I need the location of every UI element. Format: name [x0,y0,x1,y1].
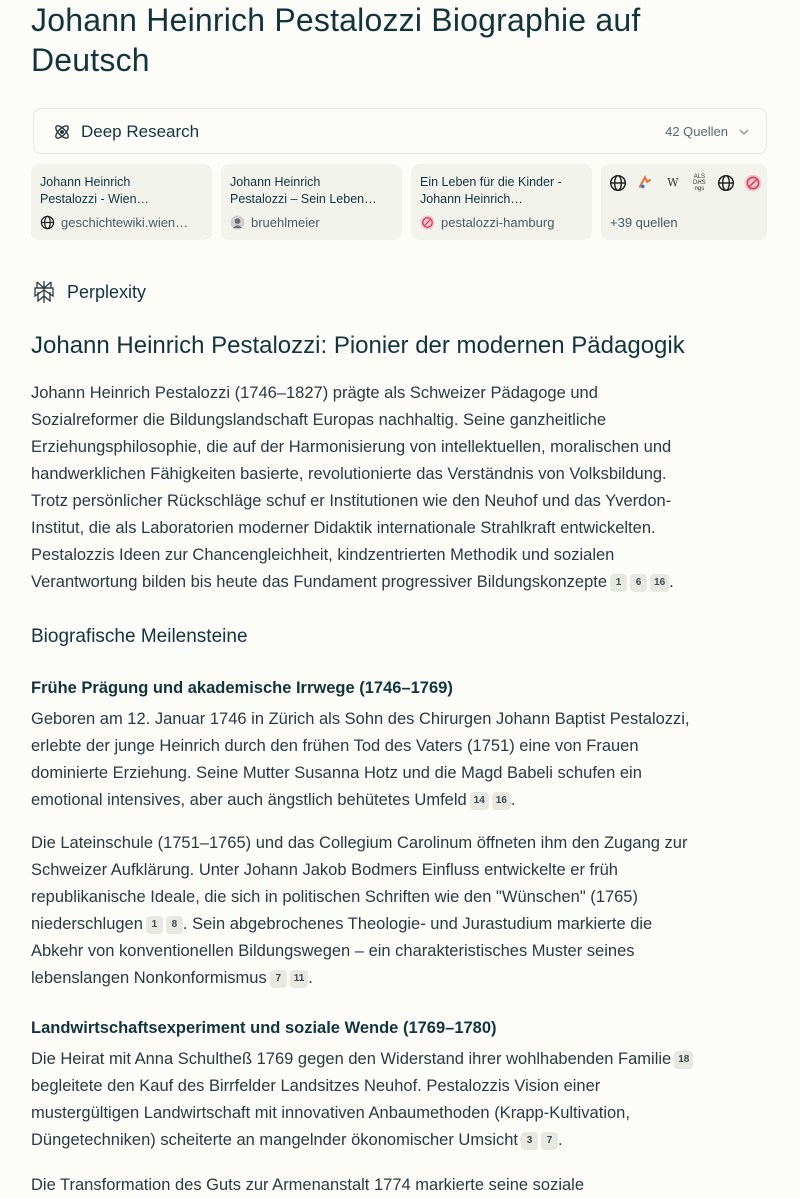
text-line-content: Düngetechniken) scheiterte an mangelnder ökonomischer Umsicht [31,1131,518,1149]
citation-badge[interactable]: 16 [650,574,669,592]
source-title-line-2: Johann Heinrich… [420,192,523,206]
source-title [230,174,395,208]
pestalozzi-hamburg-icon [420,215,435,230]
text-line: Trotz persönlicher Rückschläge schuf er Institutionen wie den Neuhof und das Yverdon- [31,492,672,510]
source-title-line-1: Johann Heinrich [40,175,131,189]
text-line-content: niederschlugen [31,915,143,933]
text-line: Schweizer Aufklärung. Unter Johann Jakob Bodmers Einfluss entwickelte er früh [31,861,618,879]
text-line [31,1127,771,1154]
text-line: Johann Heinrich Pestalozzi (1746–1827) prägte als Schweizer Pädagoge und [31,384,598,402]
source-card-1[interactable] [31,164,212,240]
citation-badge[interactable]: 7 [541,1132,558,1150]
text-line: Die Lateinschule (1751–1765) und das Collegium Carolinum öffneten ihm den Zugang zur [31,834,688,852]
text-line: Sozialreformer die Bildungslandschaft Europas nachhaltig. Seine ganzheitliche [31,411,607,429]
source-title-line-1: Ein Leben für die Kinder - [420,175,562,189]
source-site-name: pestalozzi-hamburg [441,215,555,230]
punctuation: . [510,791,516,809]
text-line: Erziehungsphilosophie, die auf der Harmonisierung von intellektuellen, moralischen und [31,438,672,456]
subsection-heading-2: Landwirtschaftsexperiment und soziale Wende (1769–1780) [31,1019,497,1037]
section-heading: Biografische Meilensteine [31,626,248,647]
atom-icon [52,122,72,142]
perplexity-logo-icon [33,280,55,304]
chevron-down-icon[interactable] [738,126,750,138]
text-line: Geboren am 12. Januar 1746 in Zürich als Sohn des Chirurgen Johann Baptist Pestalozzi, [31,710,690,728]
answer-source-label: Perplexity [67,282,147,302]
text-line: handwerklichen Fähigkeiten basierte, revolutionierte das Verständnis von Volksbildung. [31,465,667,483]
source-card-2[interactable] [221,164,402,240]
source-title-line-2: Pestalozzi – Sein Leben… [230,192,377,206]
citation-badge[interactable]: 14 [470,792,489,810]
text-line: erlebte der junge Heinrich durch den frühen Tod des Vaters (1751) eine von Frauen [31,737,639,755]
citation-badge[interactable]: 6 [630,574,647,592]
text-line: Institut, die als Laboratorien moderner Didaktik internationale Strahlkraft entwickelten. [31,519,656,537]
globe-icon [40,215,55,230]
more-sources-label: +39 quellen [610,215,678,230]
source-site [420,214,588,232]
text-line: Abkehr von konventionellen Bildungswegen – ein charakteristisches Muster seines [31,942,635,960]
text-line-content: Verantwortung bilden bis heute das Fundament progressiver Bildungskonzepte [31,573,608,591]
wikipedia-icon: W [667,176,679,189]
paragraph-2 [31,830,771,992]
text-line-content: Die Heirat mit Anna Schultheß 1769 gegen den Widerstand ihrer wohlhabenden Familie [31,1050,672,1068]
answer-heading: Johann Heinrich Pestalozzi: Pionier der modernen Pädagogik [31,332,685,359]
pestalozzi-hamburg-icon [744,174,762,192]
page-title-line-1: Johann Heinrich Pestalozzi Biographie auf [31,2,641,38]
punctuation: . [669,573,674,591]
citation-badge[interactable]: 1 [146,916,163,934]
text-line [31,965,771,992]
source-site-name: geschichtewiki.wien… [61,215,189,230]
text-line: Die Transformation des Guts zur Armenanstalt 1774 markierte seine soziale [31,1176,585,1194]
sources-count[interactable]: 42 Quellen [665,124,728,139]
source-site [230,214,398,232]
citation-badge[interactable]: 18 [674,1051,693,1069]
source-title [420,174,585,208]
subsection-heading-1: Frühe Prägung und akademische Irrwege (1746–1769) [31,679,453,697]
source-title-line-1: Johann Heinrich [230,175,321,189]
text-line [31,787,771,814]
source-card-3[interactable] [411,164,592,240]
globe-icon [609,174,627,192]
text-line [31,911,771,938]
citation-badge[interactable]: 11 [290,970,309,988]
text-line: mustergültigen Landwirtschaft mit innovativen Anbaumethoden (Krapp-Kultivation, [31,1104,630,1122]
citation-badge[interactable]: 7 [270,970,287,988]
text-line: begleitete den Kauf des Birrfelder Landsitzes Neuhof. Pestalozzis Vision einer [31,1077,601,1095]
more-sources-card[interactable] [601,164,767,240]
text-line-content: . Sein abgebrochenes Theologie- und Jurastudium markierte die [182,915,653,933]
paragraph-3 [31,1046,771,1154]
text-line: Pestalozzis Ideen zur Chancengleichheit, kindzentrierten Methodik und sozialen [31,546,615,564]
deep-research-panel[interactable] [33,108,767,154]
citation-badge[interactable]: 1 [610,574,627,592]
source-title [40,174,205,208]
favicon-row [609,174,767,194]
punctuation: . [308,969,313,987]
page-title [31,0,771,80]
text-line-content: emotional intensives, aber auch ängstlich behütetes Umfeld [31,791,467,809]
citation-badge[interactable]: 8 [166,916,183,934]
source-site [40,214,208,232]
globe-icon [717,174,735,192]
text-line: dominierte Erziehung. Seine Mutter Susanna Hotz und die Magd Babeli schufen ein [31,764,642,782]
paragraph-1 [31,706,771,814]
punctuation: . [558,1131,563,1149]
arrow-logo-icon [636,174,654,192]
citation-badge[interactable]: 3 [521,1132,538,1150]
citation-badge[interactable]: 16 [492,792,511,810]
text-line [31,569,771,596]
hls-dhs-icon: ALS DHS ngs [693,174,706,192]
deep-research-label: Deep Research [81,122,200,141]
text-line [31,1046,771,1073]
text-line-content: lebenslangen Nonkonformismus [31,969,267,987]
text-line: republikanische Ideale, die sich in politischen Schriften wie den "Wünschen" (1765) [31,888,638,906]
page-title-line-2: Deutsch [31,42,150,78]
intro-paragraph [31,380,771,596]
source-title-line-2: Pestalozzi - Wien… [40,192,150,206]
source-site-name: bruehlmeier [251,215,320,230]
avatar-icon [230,215,245,230]
paragraph-4 [31,1172,771,1198]
